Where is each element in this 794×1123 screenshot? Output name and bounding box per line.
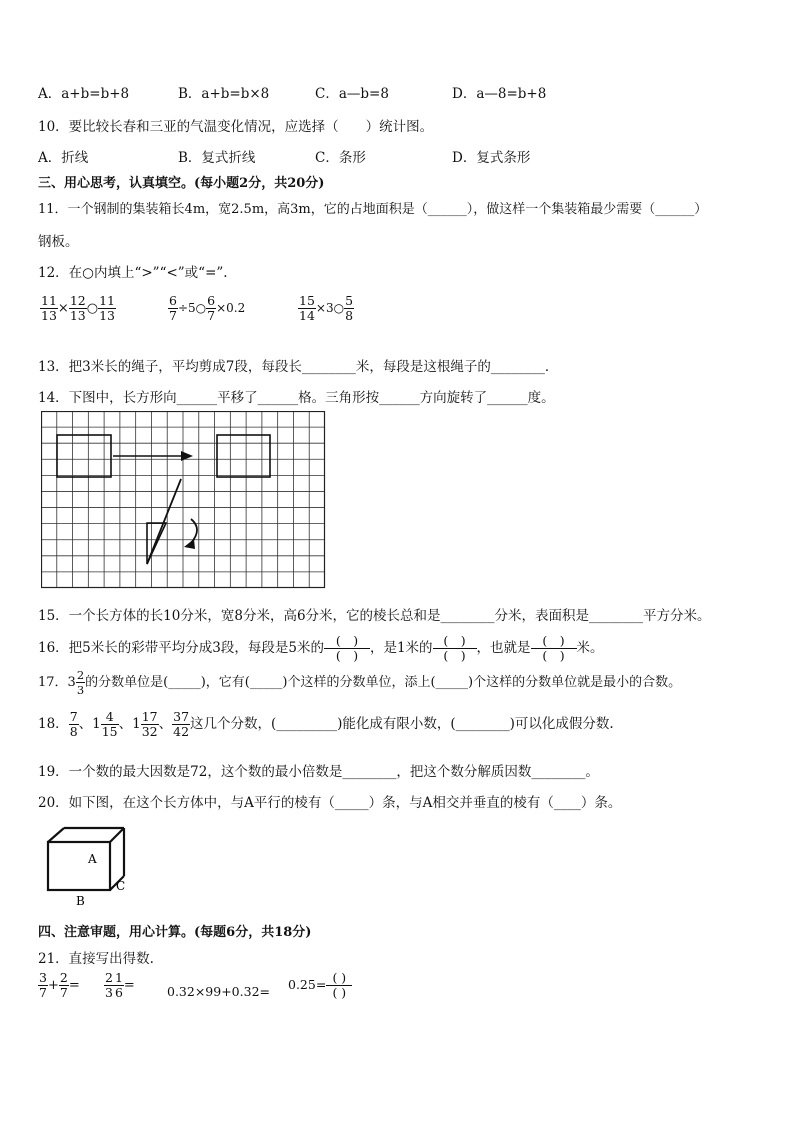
numerator: 6: [169, 293, 177, 308]
fraction: [114, 971, 124, 1000]
numerator: ( ): [324, 634, 370, 649]
q10-option-d: D．复式条形: [452, 150, 531, 166]
operator: ×3○: [315, 301, 345, 315]
fraction: [172, 710, 190, 739]
cuboid-front-face: [48, 842, 110, 890]
operator: +: [47, 978, 59, 993]
fraction: [69, 294, 87, 323]
numerator: 11: [41, 293, 57, 308]
q11-line2: 钢板。: [38, 234, 79, 250]
q12-expr-2: [168, 294, 245, 323]
q17-number: 17．: [38, 675, 68, 690]
q20-text: 20．如下图，在这个长方体中，与A平行的棱有（_____）条，与A相交并垂直的棱有（____）条。: [38, 795, 622, 811]
q9-option-a: A．a+b=b+8: [38, 86, 130, 102]
q21-calc-3: 0.32×99+0.32=: [167, 984, 270, 999]
blank-fraction: [433, 634, 477, 663]
calc4-lead: 0.25=: [288, 977, 327, 992]
q12-expr-1: [40, 294, 116, 323]
numerator: 17: [141, 709, 158, 724]
denominator: ( ): [443, 648, 466, 663]
q14-text: 14．下图中，长方形向______平移了______格。三角形按______方向旋转了______度。: [38, 390, 555, 406]
q17-text: [38, 668, 681, 697]
q10-option-b: B．复式折线: [178, 150, 256, 166]
q9-option-b: B．a+b=b×8: [178, 86, 270, 102]
q12-stem: 12．在○内填上“>”“<”或“=”.: [38, 265, 228, 281]
fraction: [206, 294, 216, 323]
numerator: ( ): [433, 634, 477, 649]
operator: ×: [57, 301, 69, 316]
fraction: [101, 710, 119, 739]
denominator: 8: [69, 724, 78, 739]
q21-calc-1: [38, 971, 80, 1000]
label-a: A: [88, 852, 97, 866]
equals: =: [68, 978, 80, 993]
q18-text: [38, 710, 614, 739]
operator: ×0.2: [216, 301, 246, 315]
denominator: 7: [39, 985, 47, 1000]
denominator: 8: [345, 308, 354, 323]
numerator: 5: [345, 293, 354, 308]
numerator: ( ): [531, 634, 577, 649]
operator: ÷5○: [177, 301, 207, 315]
section4-title: 四、注意审题，用心计算。(每题6分，共18分): [38, 925, 312, 940]
translation-rotation-grid: [41, 411, 326, 589]
q11-line1: 11．一个钢制的集装箱长4m，宽2.5m，高3m，它的占地面积是（______），做这样一个集装箱最少需要（______）: [38, 202, 708, 217]
denominator: 15: [101, 724, 118, 739]
denominator: 7: [59, 985, 68, 1000]
fraction: [168, 294, 178, 323]
separator: 、: [158, 716, 173, 732]
q10-stem: 10．要比较长春和三亚的气温变化情况，应选择（ ）统计图。: [38, 119, 434, 135]
numerator: 7: [69, 709, 78, 724]
numerator: 1: [114, 970, 123, 985]
numerator: 3: [39, 970, 47, 985]
denominator: 42: [173, 724, 190, 739]
numerator: 11: [99, 293, 115, 308]
rotation-arrowhead: [184, 539, 195, 549]
fraction: [344, 294, 354, 323]
section3-title: 三、用心思考，认真填空。(每小题2分，共20分): [38, 176, 325, 191]
fraction: [40, 294, 58, 323]
blank-fraction: [531, 634, 577, 663]
denominator: 13: [41, 308, 57, 323]
cuboid-figure: [40, 822, 140, 908]
fraction: [298, 294, 316, 323]
numerator: 2: [76, 668, 85, 682]
separator: 、1: [78, 716, 101, 732]
denominator: 3: [76, 683, 85, 697]
q18-number: 18．: [38, 716, 69, 732]
equals: =: [123, 978, 135, 993]
denominator: 7: [207, 308, 216, 323]
denominator: ( ): [335, 648, 359, 663]
q21-calc-4: [288, 971, 352, 1000]
denominator: 7: [169, 308, 177, 323]
numerator: 6: [207, 293, 216, 308]
fraction: [141, 710, 159, 739]
denominator: 32: [141, 724, 158, 739]
q12-expr-3: [298, 294, 354, 323]
mixed-whole: 3: [67, 675, 76, 690]
q17-rest: 的分数单位是(_____)，它有(_____)个这样的分数单位，添上(_____)个这样的分数单位就是最小的合数。: [85, 675, 682, 690]
numerator: 37: [173, 709, 190, 724]
denominator: 13: [99, 308, 115, 323]
fraction: [69, 710, 79, 739]
blank-fraction: [324, 634, 370, 663]
numerator: 15: [299, 293, 315, 308]
numerator: 2: [105, 970, 113, 985]
fraction: [104, 971, 114, 1000]
numerator: 12: [69, 293, 86, 308]
denominator: ( ): [332, 985, 347, 1000]
fraction: [76, 668, 85, 697]
denominator: ( ): [542, 648, 565, 663]
numerator: 2: [59, 970, 68, 985]
blank-fraction: [326, 971, 352, 1000]
q16-part3: ，也就是: [476, 640, 531, 656]
denominator: 3: [105, 985, 113, 1000]
label-b: B: [76, 894, 85, 908]
denominator: 13: [69, 308, 86, 323]
fraction: [98, 294, 116, 323]
q21-calc-2: [104, 971, 135, 1000]
separator: 、1: [118, 716, 141, 732]
denominator: 6: [114, 985, 123, 1000]
q16-part4: 米。: [576, 640, 604, 656]
q9-option-d: D．a—8=b+8: [452, 86, 547, 102]
q16-part2: ，是1米的: [369, 640, 433, 656]
q10-option-a: A．折线: [38, 150, 89, 166]
q16-part1: 16．把5米长的彩带平均分成3段，每段是5米的: [38, 640, 324, 656]
q15-text: 15．一个长方体的长10分米，宽8分米，高6分米，它的棱长总和是________分米，表面积是________平方分米。: [38, 608, 711, 624]
q13-text: 13．把3米长的绳子，平均剪成7段，每段长________米，每段是这根绳子的________．: [38, 359, 559, 375]
q18-rest: 这几个分数，(_________)能化成有限小数，(________)可以化成假分数.: [190, 716, 614, 732]
denominator: 14: [299, 308, 315, 323]
fraction: [38, 971, 48, 1000]
q16-text: [38, 634, 604, 663]
label-c: C: [116, 879, 126, 893]
original-rectangle: [57, 435, 111, 477]
q10-option-c: C．条形: [315, 150, 366, 166]
compare-circle: ○: [86, 301, 99, 316]
q9-option-c: C．a—b=8: [315, 86, 389, 102]
numerator: ( ): [326, 971, 352, 986]
q19-text: 19．一个数的最大因数是72，这个数的最小倍数是________，把这个数分解质因数________。: [38, 764, 599, 780]
fraction: [59, 971, 69, 1000]
q21-stem: 21．直接写出得数.: [38, 951, 154, 967]
numerator: 4: [101, 710, 119, 725]
